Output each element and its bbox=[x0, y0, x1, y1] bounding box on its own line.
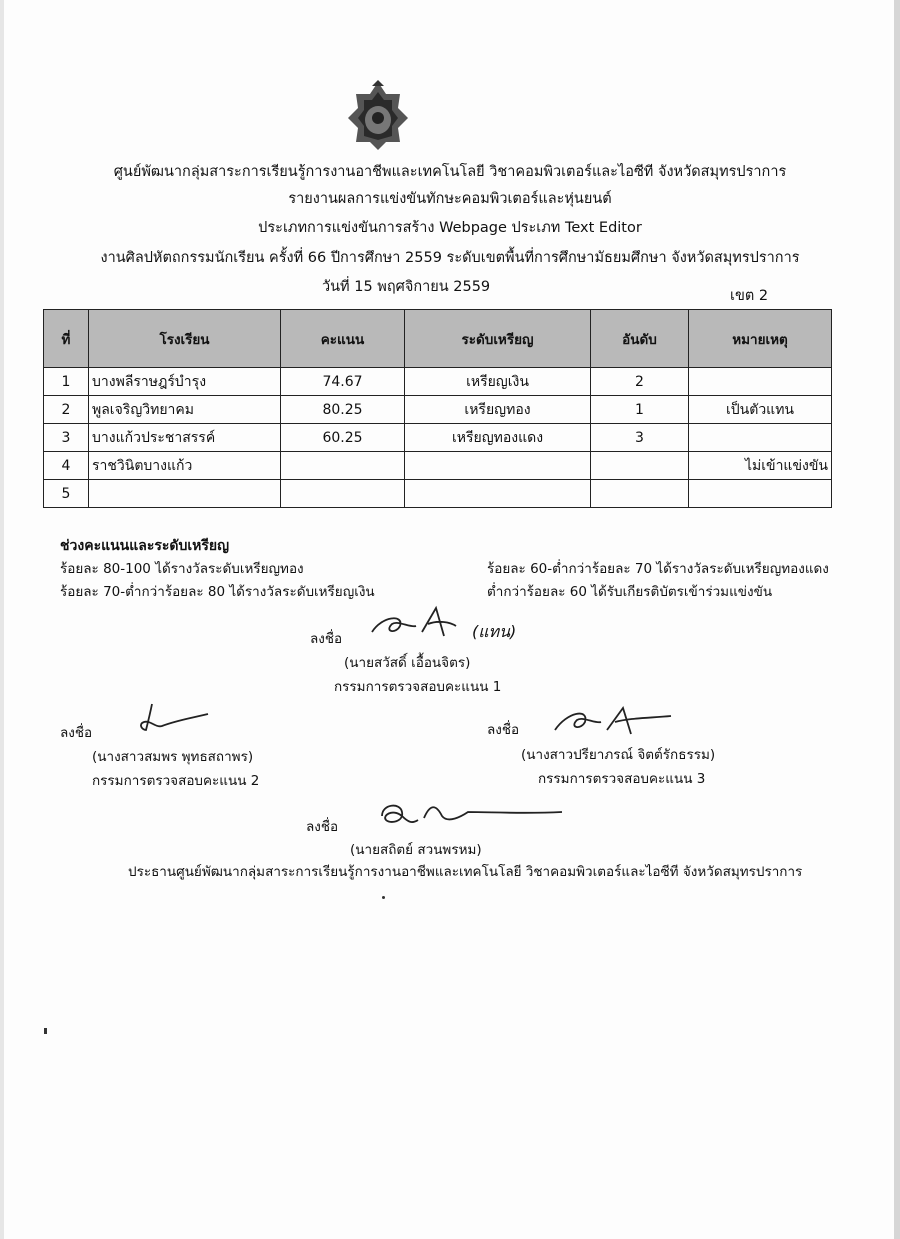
signature-3-mark bbox=[545, 700, 680, 742]
signer-2-name: (นางสาวสมพร พุทธสถาพร) bbox=[92, 749, 254, 765]
cell-medal bbox=[405, 452, 591, 480]
sign-label-2: ลงชื่อ bbox=[60, 725, 93, 741]
cell-medal bbox=[405, 480, 591, 508]
signer-4-name: (นายสถิตย์ สวนพรหม) bbox=[350, 842, 482, 858]
col-header-score: คะแนน bbox=[281, 310, 405, 368]
cell-score: 80.25 bbox=[281, 396, 405, 424]
cell-remark bbox=[689, 424, 832, 452]
scan-speck bbox=[44, 1028, 47, 1034]
sign-label-4: ลงชื่อ bbox=[306, 819, 339, 835]
header-line-3: ประเภทการแข่งขันการสร้าง Webpage ประเภท Text Editor bbox=[258, 220, 642, 236]
cell-school: ราชวินิตบางแก้ว bbox=[89, 452, 281, 480]
cell-rank bbox=[591, 480, 689, 508]
signature-2-mark bbox=[130, 700, 220, 740]
legend-title: ช่วงคะแนนและระดับเหรียญ bbox=[60, 538, 230, 554]
signer-1-name: (นายสวัสดิ์ เอื้อนจิตร) bbox=[344, 655, 471, 671]
sign-label-3: ลงชื่อ bbox=[487, 722, 520, 738]
table-row bbox=[44, 480, 832, 508]
cell-score bbox=[281, 452, 405, 480]
signature-4-mark bbox=[372, 794, 572, 836]
col-header-no: ที่ bbox=[44, 310, 89, 368]
cell-medal: เหรียญทอง bbox=[405, 396, 591, 424]
cell-remark: เป็นตัวแทน bbox=[689, 396, 832, 424]
scan-speck bbox=[382, 896, 385, 899]
results-table bbox=[43, 309, 832, 508]
cell-no: 1 bbox=[44, 368, 89, 396]
cell-score bbox=[281, 480, 405, 508]
legend-gold: ร้อยละ 80-100 ได้รางวัลระดับเหรียญทอง bbox=[60, 561, 304, 577]
table-header-row bbox=[44, 310, 832, 368]
header-line-1: ศูนย์พัฒนากลุ่มสาระการเรียนรู้การงานอาชีพและเทคโนโลยี วิชาคอมพิวเตอร์และไอซีที จังหวัดสมุทรปราการ bbox=[113, 164, 787, 180]
cell-school: พูลเจริญวิทยาคม bbox=[89, 396, 281, 424]
header-line-2: รายงานผลการแข่งขันทักษะคอมพิวเตอร์และหุ่นยนต์ bbox=[288, 191, 612, 207]
signer-3-name: (นางสาวปรียาภรณ์ จิตต์รักธรรม) bbox=[521, 747, 716, 763]
cell-school bbox=[89, 480, 281, 508]
header-line-4: งานศิลปหัตถกรรมนักเรียน ครั้งที่ 66 ปีการศึกษา 2559 ระดับเขตพื้นที่การศึกษามัธยมศึกษา จังหวัดสมุทรปราการ bbox=[100, 250, 800, 266]
scan-edge-left bbox=[0, 0, 4, 1239]
legend-bronze: ร้อยละ 60-ต่ำกว่าร้อยละ 70 ได้รางวัลระดับเหรียญทองแดง bbox=[487, 561, 829, 577]
cell-remark bbox=[689, 368, 832, 396]
legend-participation: ต่ำกว่าร้อยละ 60 ได้รับเกียรติบัตรเข้าร่วมแข่งขัน bbox=[487, 584, 773, 600]
signature-1-note: (แทน) bbox=[472, 622, 517, 641]
cell-school: บางพลีราษฎร์บำรุง bbox=[89, 368, 281, 396]
signer-1-role: กรรมการตรวจสอบคะแนน 1 bbox=[334, 679, 502, 695]
cell-no: 5 bbox=[44, 480, 89, 508]
signer-3-role: กรรมการตรวจสอบคะแนน 3 bbox=[538, 771, 706, 787]
cell-rank: 1 bbox=[591, 396, 689, 424]
cell-no: 2 bbox=[44, 396, 89, 424]
cell-rank: 3 bbox=[591, 424, 689, 452]
report-date: วันที่ 15 พฤศจิกายน 2559 bbox=[322, 279, 491, 295]
table-row bbox=[44, 396, 832, 424]
cell-school: บางแก้วประชาสรรค์ bbox=[89, 424, 281, 452]
cell-rank: 2 bbox=[591, 368, 689, 396]
table-row bbox=[44, 452, 832, 480]
signer-4-role: ประธานศูนย์พัฒนากลุ่มสาระการเรียนรู้การงานอาชีพและเทคโนโลยี วิชาคอมพิวเตอร์และไอซีที จังหวัดสมุทรปราการ bbox=[128, 864, 803, 880]
table-row bbox=[44, 424, 832, 452]
signer-2-role: กรรมการตรวจสอบคะแนน 2 bbox=[92, 773, 260, 789]
col-header-medal: ระดับเหรียญ bbox=[405, 310, 591, 368]
col-header-remark: หมายเหตุ bbox=[689, 310, 832, 368]
cell-medal: เหรียญทองแดง bbox=[405, 424, 591, 452]
cell-score: 74.67 bbox=[281, 368, 405, 396]
cell-remark: ไม่เข้าแข่งขัน bbox=[689, 452, 832, 480]
col-header-school: โรงเรียน bbox=[89, 310, 281, 368]
scan-edge-right bbox=[894, 0, 900, 1239]
cell-no: 4 bbox=[44, 452, 89, 480]
sign-label-1: ลงชื่อ bbox=[310, 631, 343, 647]
cell-medal: เหรียญเงิน bbox=[405, 368, 591, 396]
legend-silver: ร้อยละ 70-ต่ำกว่าร้อยละ 80 ได้รางวัลระดับเหรียญเงิน bbox=[60, 584, 375, 600]
zone-label: เขต 2 bbox=[730, 288, 769, 304]
office-emblem-icon bbox=[342, 80, 414, 152]
table-row bbox=[44, 368, 832, 396]
cell-no: 3 bbox=[44, 424, 89, 452]
col-header-rank: อันดับ bbox=[591, 310, 689, 368]
cell-rank bbox=[591, 452, 689, 480]
cell-score: 60.25 bbox=[281, 424, 405, 452]
cell-remark bbox=[689, 480, 832, 508]
